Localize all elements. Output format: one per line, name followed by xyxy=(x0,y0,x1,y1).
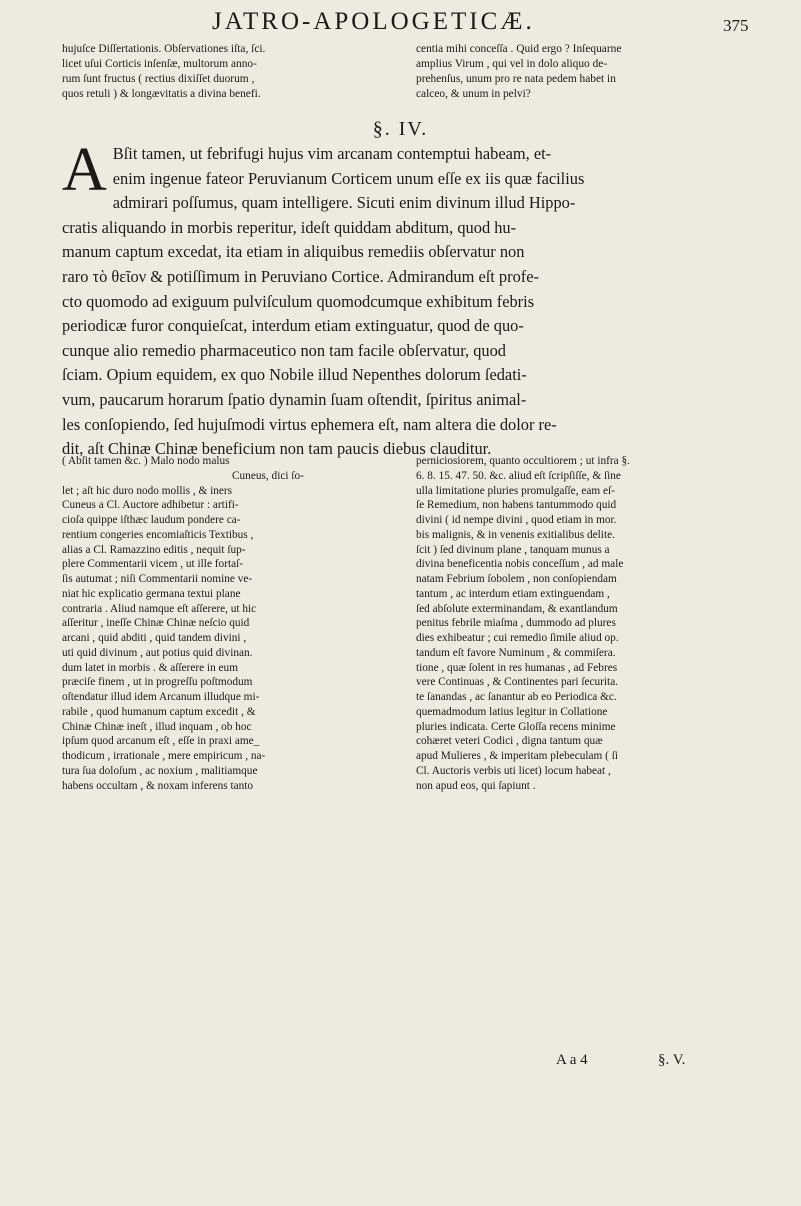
text-line: vere Continuas , & Continentes pari ſecurita. xyxy=(416,676,619,689)
text-line: rentium congeries encomiaſticis Textibus , xyxy=(62,528,254,541)
text-line: calceo, & unum in pelvi? xyxy=(416,88,531,100)
text-line: amplius Virum , qui vel in dolo aliquo de- xyxy=(416,58,608,70)
text-line: habens occultam , & noxam inferens tanto xyxy=(62,779,254,792)
text-line: perniciosiorem, quanto occultiorem ; ut infra §. xyxy=(416,455,630,467)
text-line: natam Febrium ſobolem , non conſopiendam xyxy=(416,573,617,585)
text-line: ſis autumat ; niſi Commentarii nomine ve- xyxy=(62,573,253,585)
text-line: dum latet in morbis . & aſſerere in eum xyxy=(62,661,238,674)
text-line: licet uſui Corticis inſenſæ, multorum anno- xyxy=(62,58,257,70)
text-line: 6. 8. 15. 47. 50. &c. aliud eſt ſcripſiſſe, & ſine xyxy=(416,469,621,482)
text-line: divini ( id nempe divini , quod etiam in mor. xyxy=(416,514,617,526)
text-line: enim ingenue fateor Peruvianum Corticem unum eſſe ex iis quæ facilius xyxy=(112,168,585,188)
text-line: centia mihi conceſſa . Quid ergo ? Inſequarne xyxy=(416,43,622,55)
continued-note-left xyxy=(62,42,405,102)
text-line: Bſit tamen, ut febrifugi hujus vim arcanam contemptui habeam, et- xyxy=(112,144,552,163)
annotation-left-column xyxy=(62,454,405,793)
text-line: vum, paucarum horarum ſpatio dynamin ſuam oſtendit, ſpiritus animal- xyxy=(62,389,527,409)
running-header xyxy=(0,6,801,46)
text-line: divina beneficentia nobis conceſſum , ad male xyxy=(416,558,624,571)
text-line: apud Mulieres , & imperitam plebeculam ( ſi xyxy=(416,750,619,762)
text-line: manum captum excedat, ita etiam in aliquibus remediis obſervatur non xyxy=(62,242,525,262)
catchword: §. V. xyxy=(658,1052,686,1068)
text-line: niat hic explicatio germana textui plane xyxy=(62,587,241,600)
text-line: ſciam. Opium equidem, ex quo Nobile illud Nepenthes dolorum ſedati- xyxy=(62,365,527,385)
page-number: 375 xyxy=(723,16,749,35)
text-line: ( Abſit tamen &c. ) Malo nodo malus xyxy=(62,455,230,467)
text-line: pluries indicata. Certe Gloſſa recens minime xyxy=(416,720,616,733)
annotations-block xyxy=(0,454,801,792)
text-line: cioſa quippe iſthæc laudum pondere ca- xyxy=(62,514,241,526)
section-heading: §. IV. xyxy=(372,118,429,140)
text-line: prehenſus, unum pro re nata pedem habet in xyxy=(416,73,616,85)
text-line: cto quomodo ad exiguum pulviſculum quomodcumque exhibitum febris xyxy=(62,291,535,311)
text-line: tione , quæ ſolent in res humanas , ad Febres xyxy=(416,661,618,674)
text-line: dit, aſt Chinæ Chinæ beneficium non tam paucis diebus clauditur. xyxy=(62,439,492,459)
text-line: admirari poſſumus, quam intelligere. Sicuti enim divinum illud Hippo- xyxy=(112,193,576,213)
main-paragraph xyxy=(62,136,752,462)
text-line: thodicum , irrationale , mere empiricum , na- xyxy=(62,750,266,762)
signature-mark: A a 4 xyxy=(556,1052,588,1068)
text-line: quos retuli ) & longævitatis a divina benefi. xyxy=(62,88,261,100)
running-title: JATRO-APOLOGETICÆ. xyxy=(212,8,535,35)
text-line: rabile , quod humanum captum excedit , & xyxy=(62,705,256,718)
text-line: periodicæ furor conquieſcat, interdum etiam extinguatur, quod de quo- xyxy=(62,316,524,336)
text-line: contraria . Aliud namque eſt aſſerere, ut hic xyxy=(62,602,257,615)
text-line: Cuneus, dici ſo- xyxy=(232,469,304,482)
text-line: cunque alio remedio pharmaceutico non tam facile obſervatur, quod xyxy=(62,340,506,360)
drop-cap: A xyxy=(62,136,107,204)
text-line: cratis aliquando in morbis reperitur, ideſt quiddam abditum, quod hu- xyxy=(62,217,517,237)
text-line: plere Commentarii vicem , ut ille fortaſ- xyxy=(62,558,244,571)
text-line: ſed abſolute exterminandam, & exantlandum xyxy=(416,602,618,615)
continued-note-block xyxy=(0,42,801,104)
text-line: bis malignis, & in venenis exitialibus delite. xyxy=(416,528,615,541)
continued-note-right xyxy=(416,42,749,102)
text-line: Cuneus a Cl. Auctore adhibetur : artifi- xyxy=(62,499,239,512)
page-footer xyxy=(0,1052,801,1092)
text-line: oſtendatur illud idem Arcanum illudque mi- xyxy=(62,691,260,703)
text-line: Cl. Auctoris verbis uti licet) locum habeat , xyxy=(416,764,611,777)
text-line: præciſe finem , ut in progreſſu poſtmodum xyxy=(62,676,253,689)
text-line: tantum , ac interdum etiam extinguendam , xyxy=(416,587,610,600)
text-line: les conſopiendo, ſed hujuſmodi virtus ephemera eſt, nam altera die dolor re- xyxy=(62,414,557,434)
text-line: let ; aſt hic duro nodo mollis , & iners xyxy=(62,484,233,497)
text-line: arcani , quid abditi , quid tandem divini , xyxy=(62,632,247,644)
text-line: uti quid divinum , aut potius quid divinan. xyxy=(62,646,253,659)
text-line: Chinæ Chinæ ineſt , illud inquam , ob hoc xyxy=(62,720,252,733)
text-line: te ſanandas , ac ſanantur ab eo Periodica &c. xyxy=(416,691,617,703)
text-line: non apud eos, qui ſapiunt . xyxy=(416,779,536,792)
text-line: ipſum quod arcanum eſt , eſſe in praxi ame_ xyxy=(62,735,260,748)
text-line: ſcit ) ſed divinum plane , tanquam munus a xyxy=(416,543,610,556)
text-line: aſſeritur , ineſſe Chinæ Chinæ neſcio quid xyxy=(62,617,250,630)
text-line: ſe Remedium, non habens tantummodo quid xyxy=(416,499,617,512)
text-line: penitus febrile miaſma , dummodo ad plures xyxy=(416,617,616,630)
text-line: alias a Cl. Ramazzino editis , nequit ſup- xyxy=(62,543,246,556)
annotation-right-column xyxy=(416,454,749,793)
text-line: hujuſce Diſſertationis. Obſervationes iſta, ſci. xyxy=(62,43,266,55)
text-line: tura ſua doloſum , ac noxium , malitiamque xyxy=(62,764,258,777)
text-line: ulla limitatione pluries promulgaſſe, eam eſ- xyxy=(416,484,615,497)
text-line: cohæret veteri Codici , digna tantum quæ xyxy=(416,735,603,748)
text-line: rum ſunt fructus ( rectius dixiſſet duorum , xyxy=(62,73,255,85)
text-line: tandum eſt favore Numinum , & commiſera. xyxy=(416,646,616,659)
text-line: dies exhibeatur ; cui remedio ſimile aliud op. xyxy=(416,632,619,644)
text-line: quemadmodum latius legitur in Collatione xyxy=(416,705,608,718)
text-line: raro τὸ θεῖον & potiſſimum in Peruviano Cortice. Admirandum eſt profe- xyxy=(62,266,539,286)
